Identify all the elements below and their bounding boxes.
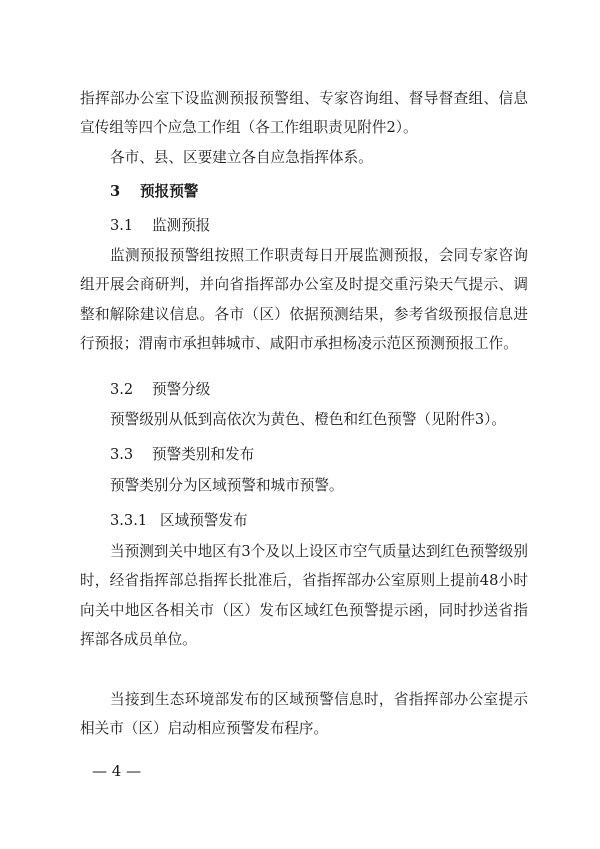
heading-3 xyxy=(110,177,198,206)
heading-number: 3.3.1 xyxy=(110,512,148,529)
heading-number: 3.3 xyxy=(110,446,134,463)
heading-title: 预报预警 xyxy=(140,183,199,200)
heading-number: 3.2 xyxy=(110,381,134,398)
heading-title: 预警类别和发布 xyxy=(152,446,255,463)
heading-3-2 xyxy=(110,375,210,404)
heading-title: 区域预警发布 xyxy=(160,512,248,529)
page-number: — 4 — xyxy=(92,762,142,780)
paragraph-monitoring-forecast: 监测预报预警组按照工作职责每日开展监测预报，会同专家咨询组开展会商研判，并向省指挥部办公室及时提交重污染天气提示、调整和解除建议信息。各市（区）依据预测结果，参考省级预报信息进行预报；渭南市承担韩城市、咸阳市承担杨凌示范区预测预报工作。 xyxy=(80,247,528,352)
heading-3-3-1 xyxy=(110,506,248,535)
heading-title: 监测预报 xyxy=(152,217,211,234)
heading-title: 预警分级 xyxy=(152,381,211,398)
heading-3-3 xyxy=(110,440,254,469)
paragraph-warning-types: 预警类别分为区域预警和城市预警。 xyxy=(110,477,344,494)
heading-number: 3 xyxy=(110,183,121,200)
paragraph-command-system: 各市、县、区要建立各自应急指挥体系。 xyxy=(110,149,373,166)
paragraph-warning-levels: 预警级别从低到高依次为黄色、橙色和红色预警（见附件3）。 xyxy=(110,411,507,428)
heading-3-1 xyxy=(110,211,210,240)
heading-number: 3.1 xyxy=(110,217,134,234)
paragraph-regional-warning: 当预测到关中地区有3个及以上设区市空气质量达到红色预警级别时，经省指挥部总指挥长批准后，省指挥部办公室原则上提前48小时向关中地区各相关市（区）发布区域红色预警提示函，同时抄送省指挥部各成员单位。 xyxy=(80,543,528,648)
paragraph-ministry-warning: 当接到生态环境部发布的区域预警信息时，省指挥部办公室提示相关市（区）启动相应预警发布程序。 xyxy=(80,691,528,738)
paragraph-workgroups: 指挥部办公室下设监测预报预警组、专家咨询组、督导督查组、信息宣传组等四个应急工作组（各工作组职责见附件2）。 xyxy=(80,90,528,137)
